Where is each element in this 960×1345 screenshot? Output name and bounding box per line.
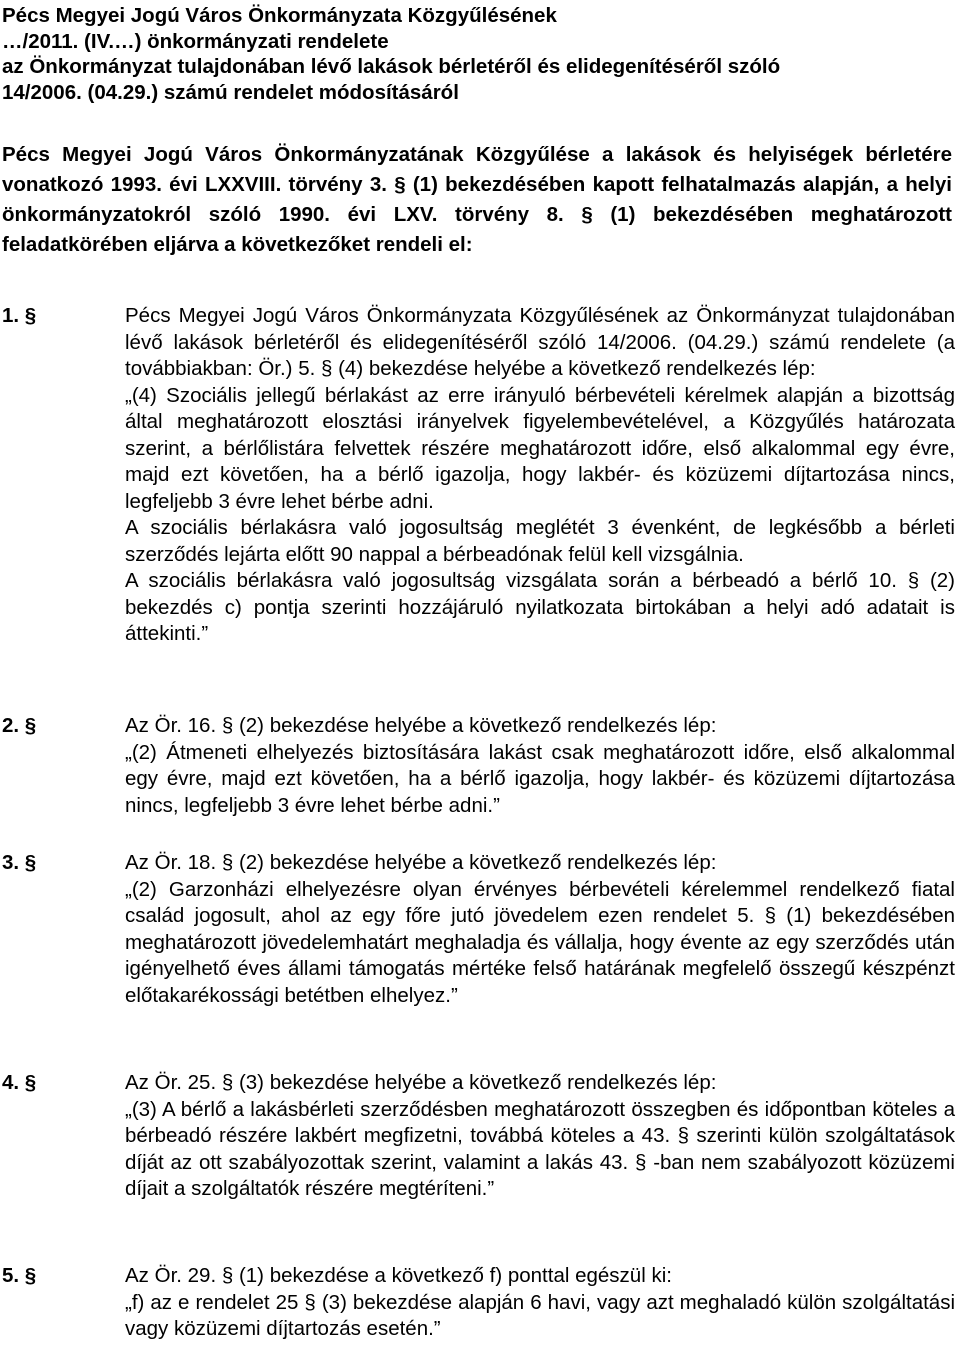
title-line: 14/2006. (04.29.) számú rendelet módosításáról [2, 80, 459, 104]
section-paragraph: Az Ör. 16. § (2) bekezdése helyébe a következő rendelkezés lép: [125, 714, 717, 737]
section-paragraph: „(3) A bérlő a lakásbérleti szerződésben meghatározott összegben és időpontban köteles a bérbeadó részére lakbért megfizetni, továbbá köteles a 43. § szerinti külön szolgáltatások díját az ott szabályozottak szerint, valamint a lakás 43. § -ban nem szabályozott közüzemi díjait a szolgáltatók részére megtéríteni.” [125, 1097, 955, 1200]
section-paragraph: „(2) Átmeneti elhelyezés biztosítására lakást csak meghatározott időre, első alkalommal egy évre, majd ezt követően, ha a bérlő igazolja, hogy lakbér- és közüzemi díjtartozása nincs, legfeljebb 3 évre lehet bérbe adni.” [125, 740, 955, 817]
section-body [125, 850, 955, 1009]
title-line: Pécs Megyei Jogú Város Önkormányzata Közgyűlésének [2, 4, 557, 27]
section-paragraph: A szociális bérlakásra való jogosultság vizsgálata során a bérbeadó a bérlő 10. § (2) bekezdés c) pontja szerinti hozzájáruló nyilatkozata birtokában a helyi adó adatait is áttekinti.” [125, 569, 955, 645]
section-body [125, 303, 955, 648]
section-paragraph: Az Ör. 29. § (1) bekezdése a következő f) ponttal egészül ki: [125, 1264, 672, 1287]
preamble: Pécs Megyei Jogú Város Önkormányzatának Közgyűlése a lakások és helyiségek bérletére vonatkozó 1993. évi LXXVIII. törvény 3. § (1) bekezdésében kapott felhatalmazás alapján, a helyi önkormányzatokról szóló 1990. évi LXV. törvény 8. § (1) bekezdésében meghatározott feladatkörében eljárva a következőket rendeli el: [2, 143, 952, 256]
document-title [2, 3, 942, 105]
section-paragraph: Pécs Megyei Jogú Város Önkormányzata Közgyűlésének az Önkormányzat tulajdonában lévő lakások bérletéről és elidegenítéséről szóló 14/2006. (04.29.) számú rendelete (a továbbiakban: Ör.) 5. § (4) bekezdése helyébe a következő rendelkezés lép: [125, 304, 955, 380]
section-paragraph: „f) az e rendelet 25 § (3) bekezdése alapján 6 havi, vagy azt meghaladó külön szolgáltatási vagy közüzemi díjtartozás esetén.” [125, 1290, 955, 1340]
section-number: 1. § [2, 304, 37, 327]
section-paragraph: Az Ör. 25. § (3) bekezdése helyébe a következő rendelkezés lép: [125, 1071, 717, 1094]
section-number: 4. § [2, 1071, 37, 1094]
section-number: 2. § [2, 714, 37, 737]
section-number: 3. § [2, 851, 37, 874]
section-paragraph: „(4) Szociális jellegű bérlakást az erre irányuló bérbevételi kérelmek alapján a bizottság által meghatározott elosztási irányelvek figyelembevételével, a Közgyűlés határozata szerint, a bérlőlistára felvettek részére meghatározott időre, első alkalommal egy évre, majd ezt követően, ha a bérlő igazolja, hogy lakbér- és közüzemi díjtartozása nincs, legfeljebb 3 évre lehet bérbe adni. [125, 383, 955, 513]
section-body [125, 713, 955, 819]
section-number: 5. § [2, 1264, 37, 1287]
section-paragraph: A szociális bérlakásra való jogosultság meglétét 3 évenként, de legkésőbb a bérleti szerződés lejárta előtt 90 nappal a bérbeadónak felül kell vizsgálnia. [125, 516, 955, 566]
section-paragraph: „(2) Garzonházi elhelyezésre olyan érvényes bérbevételi kérelemmel rendelkező fiatal család jogosult, ahol az egy főre jutó jövedelem ezen rendelet 5. § (1) bekezdésében meghatározott jövedelemhatárt meghaladja és vállalja, hogy évente az egy szerződés után igényelhető éves állami támogatás mértéke felső határának megfelelő összegű készpénzt előtakarékossági betétben elhelyez.” [125, 877, 955, 1007]
section-body [125, 1263, 955, 1343]
section-paragraph: Az Ör. 18. § (2) bekezdése helyébe a következő rendelkezés lép: [125, 851, 717, 874]
section-body [125, 1070, 955, 1203]
title-line: …/2011. (IV.…) önkormányzati rendelete [2, 29, 389, 53]
title-line: az Önkormányzat tulajdonában lévő lakások bérletéről és elidegenítéséről szóló [2, 55, 781, 78]
